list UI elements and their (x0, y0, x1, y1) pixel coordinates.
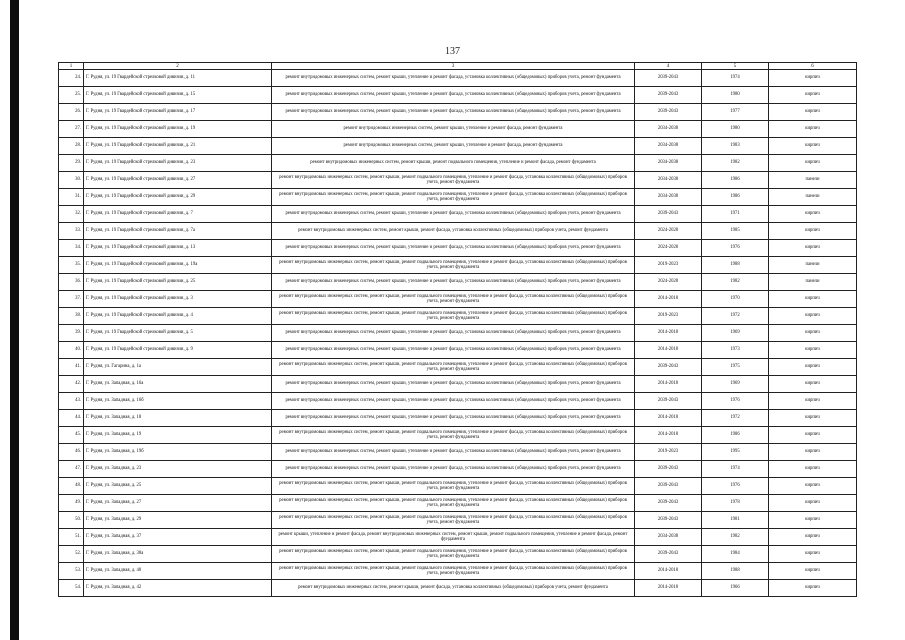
column-number-row (59, 63, 857, 70)
repair-period-cell: 2034-2038 (635, 155, 702, 172)
table-row (59, 104, 857, 121)
works-cell: ремонт внутридомовых инженерных систем, ремонт крыши, утепление и ремонт фасада, установка коллективных (общедомовых) приборов учета, ремонт фундамента (272, 342, 635, 359)
row-number-cell: 31. (59, 189, 84, 206)
works-cell: ремонт внутридомовых инженерных систем, ремонт крыши, ремонт подвального помещения, утепление и ремонт фасада, установка коллективных (общедомовых) приборов учета, ремонт фундамента (272, 189, 635, 206)
works-cell: ремонт внутридомовых инженерных систем, ремонт крыши, ремонт подвального помещения, утепление и ремонт фасада, установка коллективных (общедомовых) приборов учета, ремонт фундамента (272, 308, 635, 325)
build-year-cell: 1976 (702, 240, 769, 257)
address-cell: Г. Рудня, ул. 19 Гвардейской стрелковой дивизии, д. 9 (84, 342, 272, 359)
table-row (59, 206, 857, 223)
wall-material-cell: кирпич (769, 495, 857, 512)
address-cell: Г. Рудня, ул. Западная, д. 16а (84, 376, 272, 393)
row-number-cell: 34. (59, 240, 84, 257)
repair-period-cell: 2039-2043 (635, 478, 702, 495)
row-number-cell: 49. (59, 495, 84, 512)
repair-period-cell: 2014-2018 (635, 376, 702, 393)
row-number-cell: 54. (59, 580, 84, 597)
column-number-cell: 5 (702, 63, 769, 70)
row-number-cell: 26. (59, 104, 84, 121)
row-number-cell: 45. (59, 427, 84, 444)
build-year-cell: 1974 (702, 461, 769, 478)
wall-material-cell: кирпич (769, 478, 857, 495)
row-number-cell: 50. (59, 512, 84, 529)
works-cell: ремонт внутридомовых инженерных систем, ремонт крыши, утепление и ремонт фасада, установка коллективных (общедомовых) приборов учета, ремонт фундамента (272, 325, 635, 342)
row-number-cell: 36. (59, 274, 84, 291)
repair-period-cell: 2039-2043 (635, 87, 702, 104)
build-year-cell: 1986 (702, 427, 769, 444)
table-row (59, 308, 857, 325)
row-number-cell: 38. (59, 308, 84, 325)
repair-period-cell: 2024-2028 (635, 223, 702, 240)
wall-material-cell: кирпич (769, 461, 857, 478)
column-number-cell: 4 (635, 63, 702, 70)
row-number-cell: 39. (59, 325, 84, 342)
wall-material-cell: кирпич (769, 121, 857, 138)
works-cell: ремонт внутридомовых инженерных систем, ремонт крыши, ремонт подвального помещения, утепление и ремонт фасада, установка коллективных (общедомовых) приборов учета, ремонт фундамента (272, 478, 635, 495)
wall-material-cell: кирпич (769, 223, 857, 240)
wall-material-cell: кирпич (769, 206, 857, 223)
build-year-cell: 1976 (702, 478, 769, 495)
address-cell: Г. Рудня, ул. Западная, д. 19 (84, 427, 272, 444)
column-number-cell: 2 (84, 63, 272, 70)
wall-material-cell: панели (769, 274, 857, 291)
works-cell: ремонт внутридомовых инженерных систем, ремонт крыши, утепление и ремонт фасада, установка коллективных (общедомовых) приборов учета, ремонт фундамента (272, 70, 635, 87)
table-row (59, 138, 857, 155)
address-cell: Г. Рудня, ул. Западная, д. 38а (84, 546, 272, 563)
works-cell: ремонт внутридомовых инженерных систем, ремонт крыши, утепление и ремонт фасада, установка коллективных (общедомовых) приборов учета, ремонт фундамента (272, 206, 635, 223)
wall-material-cell: кирпич (769, 376, 857, 393)
address-cell: Г. Рудня, ул. 19 Гвардейской стрелковой дивизии, д. 4 (84, 308, 272, 325)
table-row (59, 495, 857, 512)
works-cell: ремонт внутридомовых инженерных систем, ремонт крыши, ремонт фасада, установка коллективных (общедомовых) приборов учета, ремонт фундамента (272, 580, 635, 597)
wall-material-cell: кирпич (769, 291, 857, 308)
row-number-cell: 42. (59, 376, 84, 393)
wall-material-cell: кирпич (769, 512, 857, 529)
table-row (59, 325, 857, 342)
build-year-cell: 1982 (702, 155, 769, 172)
repair-period-cell: 2019-2023 (635, 257, 702, 274)
address-cell: Г. Рудня, ул. 19 Гвардейской стрелковой дивизии, д. 19а (84, 257, 272, 274)
row-number-cell: 27. (59, 121, 84, 138)
works-cell: ремонт внутридомовых инженерных систем, ремонт крыши, утепление и ремонт фасада, установка коллективных (общедомовых) приборов учета, ремонт фундамента (272, 444, 635, 461)
row-number-cell: 41. (59, 359, 84, 376)
column-number-cell: 6 (769, 63, 857, 70)
row-number-cell: 30. (59, 172, 84, 189)
row-number-cell: 43. (59, 393, 84, 410)
works-cell: ремонт внутридомовых инженерных систем, ремонт крыши, утепление и ремонт фасада, установка коллективных (общедомовых) приборов учета, ремонт фундамента (272, 376, 635, 393)
table-row (59, 121, 857, 138)
wall-material-cell: кирпич (769, 580, 857, 597)
wall-material-cell: кирпич (769, 308, 857, 325)
repair-period-cell: 2039-2043 (635, 495, 702, 512)
row-number-cell: 24. (59, 70, 84, 87)
works-cell: ремонт внутридомовых инженерных систем, ремонт крыши, ремонт подвального помещения, утепление и ремонт фасада, установка коллективных (общедомовых) приборов учета, ремонт фундамента (272, 512, 635, 529)
row-number-cell: 44. (59, 410, 84, 427)
table-row (59, 342, 857, 359)
wall-material-cell: кирпич (769, 529, 857, 546)
table-row (59, 461, 857, 478)
works-cell: ремонт внутридомовых инженерных систем, ремонт крыши, ремонт подвального помещения, утепление и ремонт фасада, установка коллективных (общедомовых) приборов учета, ремонт фундамента (272, 359, 635, 376)
works-cell: ремонт внутридомовых инженерных систем, ремонт крыши, утепление и ремонт фасада, установка коллективных (общедомовых) приборов учета, ремонт фундамента (272, 461, 635, 478)
wall-material-cell: кирпич (769, 393, 857, 410)
table-row (59, 223, 857, 240)
wall-material-cell: кирпич (769, 87, 857, 104)
row-number-cell: 32. (59, 206, 84, 223)
build-year-cell: 1972 (702, 308, 769, 325)
row-number-cell: 35. (59, 257, 84, 274)
build-year-cell: 1980 (702, 121, 769, 138)
address-cell: Г. Рудня, ул. 19 Гвардейской стрелковой дивизии, д. 23 (84, 155, 272, 172)
repair-schedule-table (58, 62, 857, 597)
build-year-cell: 1984 (702, 546, 769, 563)
repair-period-cell: 2039-2043 (635, 70, 702, 87)
works-cell: ремонт внутридомовых инженерных систем, ремонт крыши, ремонт подвального помещения, утепление и ремонт фасада, установка коллективных (общедомовых) приборов учета, ремонт фундамента (272, 563, 635, 580)
row-number-cell: 48. (59, 478, 84, 495)
address-cell: Г. Рудня, ул. Западная, д. 25 (84, 478, 272, 495)
works-cell: ремонт внутридомовых инженерных систем, ремонт крыши, ремонт подвального помещения, утепление и ремонт фасада, установка коллективных (общедомовых) приборов учета, ремонт фундамента (272, 257, 635, 274)
wall-material-cell: кирпич (769, 70, 857, 87)
wall-material-cell: кирпич (769, 410, 857, 427)
wall-material-cell: кирпич (769, 104, 857, 121)
wall-material-cell: кирпич (769, 546, 857, 563)
repair-period-cell: 2039-2043 (635, 546, 702, 563)
table-row (59, 529, 857, 546)
wall-material-cell: кирпич (769, 325, 857, 342)
repair-period-cell: 2014-2018 (635, 580, 702, 597)
wall-material-cell: кирпич (769, 427, 857, 444)
table-row (59, 87, 857, 104)
repair-period-cell: 2039-2043 (635, 206, 702, 223)
table-row (59, 444, 857, 461)
build-year-cell: 1981 (702, 512, 769, 529)
repair-period-cell: 2014-2018 (635, 325, 702, 342)
row-number-cell: 40. (59, 342, 84, 359)
row-number-cell: 46. (59, 444, 84, 461)
repair-period-cell: 2034-2038 (635, 138, 702, 155)
works-cell: ремонт внутридомовых инженерных систем, ремонт крыши, утепление и ремонт фасада, установка коллективных (общедомовых) приборов учета, ремонт фундамента (272, 87, 635, 104)
row-number-cell: 33. (59, 223, 84, 240)
works-cell: ремонт внутридомовых инженерных систем, ремонт крыши, утепление и ремонт фасада, установка коллективных (общедомовых) приборов учета, ремонт фундамента (272, 410, 635, 427)
row-number-cell: 25. (59, 87, 84, 104)
build-year-cell: 1975 (702, 359, 769, 376)
address-cell: Г. Рудня, ул. 19 Гвардейской стрелковой дивизии, д. 21 (84, 138, 272, 155)
table-row (59, 274, 857, 291)
repair-period-cell: 2014-2018 (635, 427, 702, 444)
works-cell: ремонт внутридомовых инженерных систем, ремонт крыши, утепление и ремонт фасада, ремонт фундамента (272, 138, 635, 155)
address-cell: Г. Рудня, ул. Западная, д. 16б (84, 393, 272, 410)
table-row (59, 563, 857, 580)
repair-period-cell: 2039-2043 (635, 359, 702, 376)
address-cell: Г. Рудня, ул. 19 Гвардейской стрелковой дивизии, д. 15 (84, 87, 272, 104)
repair-period-cell: 2024-2028 (635, 240, 702, 257)
address-cell: Г. Рудня, ул. Гагарина, д. 1а (84, 359, 272, 376)
repair-period-cell: 2014-2018 (635, 563, 702, 580)
table-row (59, 478, 857, 495)
table-row (59, 189, 857, 206)
table-row (59, 512, 857, 529)
table-row (59, 172, 857, 189)
works-cell: ремонт крыши, утепление и ремонт фасада, ремонт внутридомовых инженерных систем, ремонт крыши, ремонт подвального помещения, утепление и ремонт фасада, ремонт фундамента (272, 529, 635, 546)
build-year-cell: 1970 (702, 291, 769, 308)
table-row (59, 393, 857, 410)
table-row (59, 580, 857, 597)
repair-period-cell: 2039-2043 (635, 393, 702, 410)
wall-material-cell: панели (769, 257, 857, 274)
row-number-cell: 53. (59, 563, 84, 580)
build-year-cell: 1969 (702, 325, 769, 342)
repair-period-cell: 2024-2028 (635, 274, 702, 291)
page-number: 137 (445, 46, 460, 57)
scan-edge-bar (10, 0, 19, 640)
build-year-cell: 1983 (702, 138, 769, 155)
table-row (59, 546, 857, 563)
row-number-cell: 52. (59, 546, 84, 563)
repair-period-cell: 2014-2018 (635, 410, 702, 427)
repair-period-cell: 2039-2043 (635, 461, 702, 478)
works-cell: ремонт внутридомовых инженерных систем, ремонт крыши, ремонт подвального помещения, утепление и ремонт фасада, ремонт фундамента (272, 155, 635, 172)
build-year-cell: 1995 (702, 444, 769, 461)
address-cell: Г. Рудня, ул. Западная, д. 40 (84, 563, 272, 580)
works-cell: ремонт внутридомовых инженерных систем, ремонт крыши, утепление и ремонт фасада, ремонт фундамента (272, 121, 635, 138)
wall-material-cell: панели (769, 189, 857, 206)
build-year-cell: 1988 (702, 563, 769, 580)
row-number-cell: 51. (59, 529, 84, 546)
address-cell: Г. Рудня, ул. 19 Гвардейской стрелковой дивизии, д. 17 (84, 104, 272, 121)
build-year-cell: 1972 (702, 410, 769, 427)
address-cell: Г. Рудня, ул. 19 Гвардейской стрелковой дивизии, д. 29 (84, 189, 272, 206)
works-cell: ремонт внутридомовых инженерных систем, ремонт крыши, утепление и ремонт фасада, установка коллективных (общедомовых) приборов учета, ремонт фундамента (272, 393, 635, 410)
build-year-cell: 1986 (702, 189, 769, 206)
works-cell: ремонт внутридомовых инженерных систем, ремонт крыши, ремонт подвального помещения, утепление и ремонт фасада, установка коллективных (общедомовых) приборов учета, ремонт фундамента (272, 495, 635, 512)
wall-material-cell: панели (769, 172, 857, 189)
address-cell: Г. Рудня, ул. Западная, д. 27 (84, 495, 272, 512)
address-cell: Г. Рудня, ул. Западная, д. 42 (84, 580, 272, 597)
wall-material-cell: кирпич (769, 138, 857, 155)
address-cell: Г. Рудня, ул. 19 Гвардейской стрелковой дивизии, д. 25 (84, 274, 272, 291)
table-row (59, 291, 857, 308)
address-cell: Г. Рудня, ул. 19 Гвардейской стрелковой дивизии, д. 5 (84, 325, 272, 342)
build-year-cell: 1969 (702, 376, 769, 393)
table-row (59, 70, 857, 87)
repair-period-cell: 2039-2043 (635, 512, 702, 529)
row-number-cell: 29. (59, 155, 84, 172)
build-year-cell: 1966 (702, 580, 769, 597)
build-year-cell: 1986 (702, 172, 769, 189)
works-cell: ремонт внутридомовых инженерных систем, ремонт крыши, ремонт фасада, установка коллективных (общедомовых) приборов учета, ремонт фундамента (272, 223, 635, 240)
address-cell: Г. Рудня, ул. 19 Гвардейской стрелковой дивизии, д. 7 (84, 206, 272, 223)
build-year-cell: 1971 (702, 206, 769, 223)
row-number-cell: 37. (59, 291, 84, 308)
table-row (59, 410, 857, 427)
works-cell: ремонт внутридомовых инженерных систем, ремонт крыши, ремонт подвального помещения, утепление и ремонт фасада, установка коллективных (общедомовых) приборов учета, ремонт фундамента (272, 546, 635, 563)
build-year-cell: 1973 (702, 342, 769, 359)
works-cell: ремонт внутридомовых инженерных систем, ремонт крыши, ремонт подвального помещения, утепление и ремонт фасада, установка коллективных (общедомовых) приборов учета, ремонт фундамента (272, 172, 635, 189)
build-year-cell: 1988 (702, 257, 769, 274)
address-cell: Г. Рудня, ул. Западная, д. 23 (84, 461, 272, 478)
repair-period-cell: 2014-2018 (635, 291, 702, 308)
address-cell: Г. Рудня, ул. 19 Гвардейской стрелковой дивизии, д. 13 (84, 240, 272, 257)
build-year-cell: 1977 (702, 104, 769, 121)
build-year-cell: 1985 (702, 223, 769, 240)
repair-period-cell: 2034-2038 (635, 189, 702, 206)
address-cell: Г. Рудня, ул. Западная, д. 18 (84, 410, 272, 427)
works-cell: ремонт внутридомовых инженерных систем, ремонт крыши, утепление и ремонт фасада, установка коллективных (общедомовых) приборов учета, ремонт фундамента (272, 274, 635, 291)
address-cell: Г. Рудня, ул. Западная, д. 29 (84, 512, 272, 529)
build-year-cell: 1974 (702, 70, 769, 87)
build-year-cell: 1978 (702, 495, 769, 512)
repair-period-cell: 2019-2023 (635, 308, 702, 325)
works-cell: ремонт внутридомовых инженерных систем, ремонт крыши, ремонт подвального помещения, утепление и ремонт фасада, установка коллективных (общедомовых) приборов учета, ремонт фундамента (272, 291, 635, 308)
wall-material-cell: кирпич (769, 563, 857, 580)
works-cell: ремонт внутридомовых инженерных систем, ремонт крыши, утепление и ремонт фасада, установка коллективных (общедомовых) приборов учета, ремонт фундамента (272, 240, 635, 257)
address-cell: Г. Рудня, ул. 19 Гвардейской стрелковой дивизии, д. 27 (84, 172, 272, 189)
table-row (59, 257, 857, 274)
build-year-cell: 1980 (702, 87, 769, 104)
table-row (59, 376, 857, 393)
repair-period-cell: 2014-2018 (635, 342, 702, 359)
wall-material-cell: кирпич (769, 240, 857, 257)
row-number-cell: 47. (59, 461, 84, 478)
repair-period-cell: 2019-2023 (635, 444, 702, 461)
build-year-cell: 1976 (702, 393, 769, 410)
row-number-cell: 28. (59, 138, 84, 155)
table-row (59, 155, 857, 172)
repair-period-cell: 2034-2038 (635, 529, 702, 546)
wall-material-cell: кирпич (769, 359, 857, 376)
table-row (59, 359, 857, 376)
column-number-cell: 1 (59, 63, 84, 70)
repair-period-cell: 2039-2043 (635, 104, 702, 121)
address-cell: Г. Рудня, ул. Западная, д. 19б (84, 444, 272, 461)
column-number-cell: 3 (272, 63, 635, 70)
address-cell: Г. Рудня, ул. 19 Гвардейской стрелковой дивизии, д. 19 (84, 121, 272, 138)
address-cell: Г. Рудня, ул. 19 Гвардейской стрелковой дивизии, д. 3 (84, 291, 272, 308)
address-cell: Г. Рудня, ул. 19 Гвардейской стрелковой дивизии, д. 11 (84, 70, 272, 87)
address-cell: Г. Рудня, ул. Западная, д. 37 (84, 529, 272, 546)
works-cell: ремонт внутридомовых инженерных систем, ремонт крыши, ремонт подвального помещения, утепление и ремонт фасада, установка коллективных (общедомовых) приборов учета, ремонт фундамента (272, 427, 635, 444)
build-year-cell: 1982 (702, 274, 769, 291)
build-year-cell: 1982 (702, 529, 769, 546)
address-cell: Г. Рудня, ул. 19 Гвардейской стрелковой дивизии, д. 7а (84, 223, 272, 240)
works-cell: ремонт внутридомовых инженерных систем, ремонт крыши, утепление и ремонт фасада, установка коллективных (общедомовых) приборов учета, ремонт фундамента (272, 104, 635, 121)
wall-material-cell: кирпич (769, 155, 857, 172)
repair-period-cell: 2034-2038 (635, 121, 702, 138)
repair-period-cell: 2034-2038 (635, 172, 702, 189)
wall-material-cell: кирпич (769, 342, 857, 359)
table-row (59, 240, 857, 257)
table-row (59, 427, 857, 444)
wall-material-cell: кирпич (769, 444, 857, 461)
